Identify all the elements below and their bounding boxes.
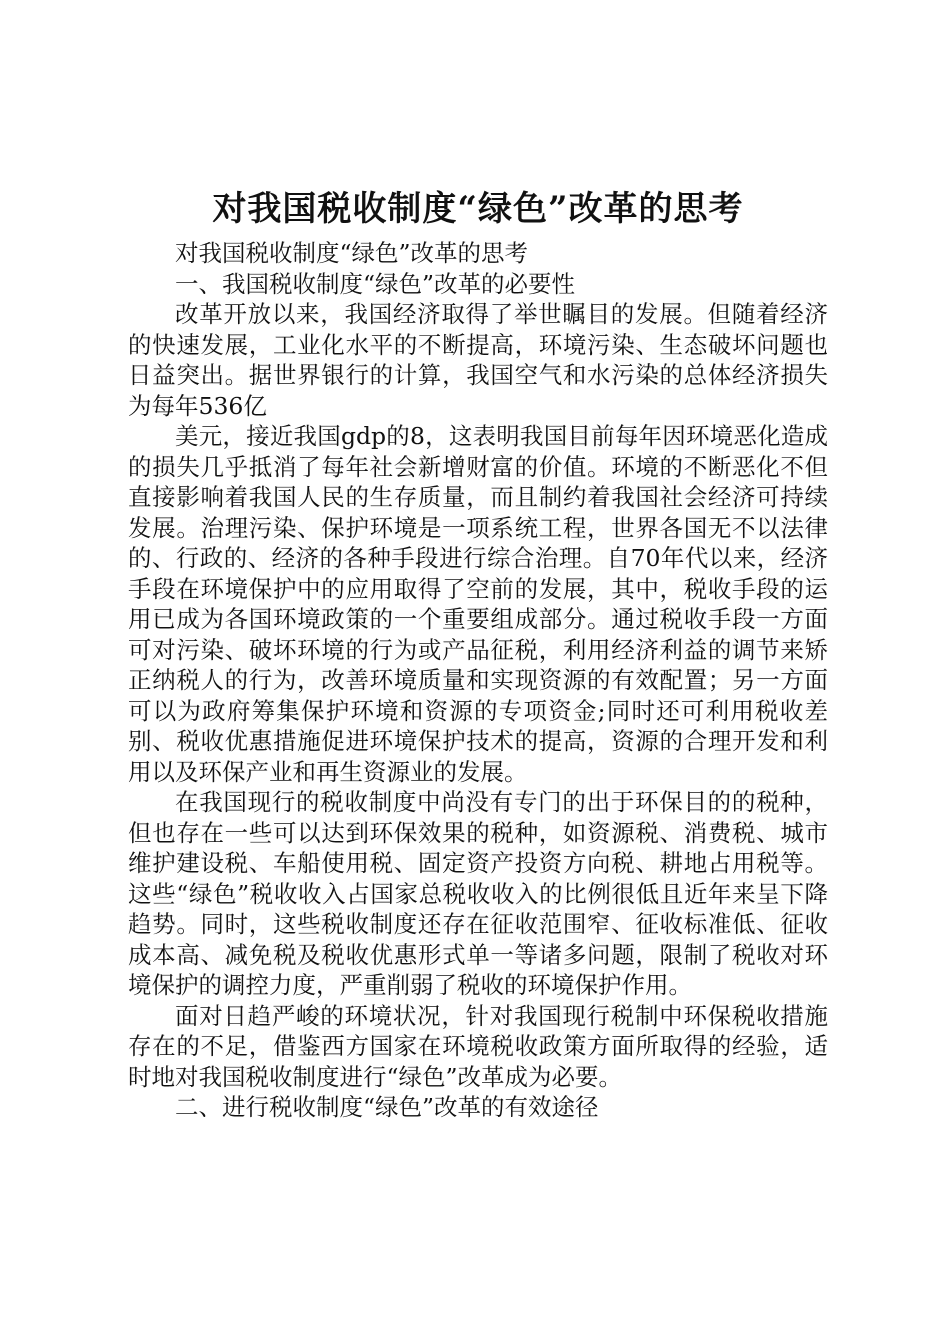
section-heading-2: 二、进行税收制度“绿色”改革的有效途径 <box>175 1093 599 1121</box>
paragraph: 改革开放以来，我国经济取得了举世瞩目的发展。但随着经济的快速发展，工业化水平的不断提高，环境污染、生态破坏问题也日益突出。据世界银行的计算，我国空气和水污染的总体经济损失为每年536亿 <box>128 300 828 420</box>
paragraph: 面对日趋严峻的环境状况，针对我国现行税制中环保税收措施存在的不足，借鉴西方国家在环境税收政策方面所取得的经验，适时地对我国税收制度进行“绿色”改革成为必要。 <box>128 1001 828 1091</box>
paragraph: 美元，接近我国gdp的8，这表明我国目前每年因环境恶化造成的损失几乎抵消了每年社会新增财富的价值。环境的不断恶化不但直接影响着我国人民的生存质量，而且制约着我国社会经济可持续发展。治理污染、保护环境是一项系统工程，世界各国无不以法律的、行政的、经济的各种手段进行综合治理。自70年代以来，经济手段在环境保护中的应用取得了空前的发展，其中，税收手段的运用已成为各国环境政策的一个重要组成部分。通过税收手段一方面可对污染、破坏环境的行为或产品征税，利用经济利益的调节来矫正纳税人的行为，改善环境质量和实现资源的有效配置；另一方面可以为政府筹集保护环境和资源的专项资金;同时还可利用税收差别、税收优惠措施促进环境保护技术的提高，资源的合理开发和利用以及环保产业和再生资源业的发展。 <box>128 422 828 786</box>
document-body <box>128 186 828 1123</box>
document-title: 对我国税收制度“绿色”改革的思考 <box>212 189 744 229</box>
paragraph: 在我国现行的税收制度中尚没有专门的出于环保目的的税种，但也存在一些可以达到环保效果的税种，如资源税、消费税、城市维护建设税、车船使用税、固定资产投资方向税、耕地占用税等。这些“绿色”税收收入占国家总税收收入的比例很低且近年来呈下降趋势。同时，这些税收制度还存在征收范围窄、征收标准低、征收成本高、减免税及税收优惠形式单一等诸多问题，限制了税收对环境保护的调控力度，严重削弱了税收的环境保护作用。 <box>128 788 828 999</box>
section-heading-1: 一、我国税收制度“绿色”改革的必要性 <box>175 269 576 298</box>
paragraph-subtitle: 对我国税收制度“绿色”改革的思考 <box>175 239 529 267</box>
